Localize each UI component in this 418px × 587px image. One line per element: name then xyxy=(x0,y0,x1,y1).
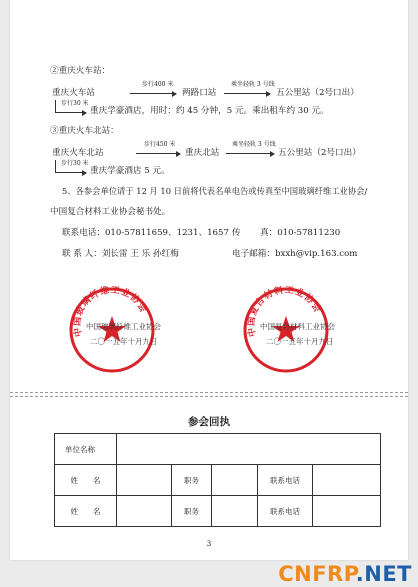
form-title: 参会回执 xyxy=(188,416,230,428)
watermark-prefix: CNFRP xyxy=(278,562,356,586)
dashed-separator-2 xyxy=(10,396,408,397)
left-seal-ring-text: 中国玻璃纤维工业协会 xyxy=(72,286,149,338)
notice-line-1: 5、各参会单位请于 12 月 10 日前将代表名单电告或传真至中国玻璃纤维工业协会/ xyxy=(62,186,368,196)
route2-arrow-1 xyxy=(130,93,176,94)
route3-via: 重庆北站 xyxy=(185,148,220,158)
position-field[interactable] xyxy=(212,465,258,496)
unit-name-label: 单位名称 xyxy=(55,434,117,465)
position-field[interactable] xyxy=(212,496,258,527)
route3-heading: ③重庆火车北站： xyxy=(50,126,119,136)
contact-fax-label: 传 xyxy=(232,228,241,238)
form-row-person-1 xyxy=(55,465,381,496)
route2-start: 重庆火车站 xyxy=(52,88,95,98)
position-label: 职务 xyxy=(172,465,212,496)
contact-people: 联 系 人：刘长雷 王 乐 孙红梅 xyxy=(62,249,179,259)
page-number: 3 xyxy=(206,540,212,548)
position-label: 职务 xyxy=(172,496,212,527)
form-row-person-2 xyxy=(55,496,381,527)
route3-end: 五公里站（2号口出） xyxy=(278,148,361,158)
registration-form-table xyxy=(54,433,381,527)
left-seal-org: 中国玻璃纤维工业协会 xyxy=(86,322,161,331)
route3-walk2-label: 步行30 米 xyxy=(61,160,89,167)
contact-fax: 真：010-57811230 xyxy=(260,228,341,238)
route2-walk2-label: 步行30 米 xyxy=(61,100,89,107)
route3-start: 重庆火车北站 xyxy=(52,148,104,158)
route3-arrow-1 xyxy=(136,153,180,154)
route3-walk-label: 步行450 米 xyxy=(144,141,176,148)
phone-label: 联系电话 xyxy=(258,465,313,496)
form-row-unit xyxy=(55,434,381,465)
phone-field[interactable] xyxy=(313,496,381,527)
route2-metro-label: 乘坐轻轨 3 号线 xyxy=(231,81,275,88)
route2-arrow-2 xyxy=(224,93,270,94)
route3-arrow-2 xyxy=(226,153,274,154)
dashed-separator-1 xyxy=(10,392,408,393)
route2-tail: 重庆学豪酒店，用时：约 45 分钟，5 元。乘出租车约 30 元。 xyxy=(90,106,329,116)
watermark-suffix: .NET xyxy=(355,562,412,586)
contact-email: 电子邮箱：bxxh@vip.163.com xyxy=(232,249,358,259)
right-seal-ring-text: 中国复合材料工业协会 xyxy=(246,286,323,338)
name-label: 姓 名 xyxy=(55,465,117,496)
document-page xyxy=(10,0,408,560)
notice-line-2: 中国复合材料工业协会秘书处。 xyxy=(50,207,171,217)
phone-label: 联系电话 xyxy=(258,496,313,527)
phone-field[interactable] xyxy=(313,465,381,496)
route3-tail: 重庆学豪酒店 5 元。 xyxy=(90,166,170,176)
right-seal-org: 中国复合材料工业协会 xyxy=(260,322,335,331)
route3-metro-label: 乘坐轻轨 3 号线 xyxy=(232,141,276,148)
route2-via: 两路口站 xyxy=(182,88,217,98)
unit-name-field[interactable] xyxy=(117,434,381,465)
route2-end: 五公里站（2号口出） xyxy=(276,88,359,98)
right-seal-date: 二〇一五年十月九日 xyxy=(266,337,334,346)
name-field[interactable] xyxy=(117,465,172,496)
route2-heading: ②重庆火车站： xyxy=(50,66,111,76)
cnfrp-watermark-logo xyxy=(278,563,412,585)
name-field[interactable] xyxy=(117,496,172,527)
route2-walk-label: 步行400 米 xyxy=(142,81,174,88)
left-seal-date: 二〇一五年十月九日 xyxy=(90,337,158,346)
contact-phone: 联系电话：010-57811659、1231、1657 xyxy=(62,228,229,238)
name-label: 姓 名 xyxy=(55,496,117,527)
